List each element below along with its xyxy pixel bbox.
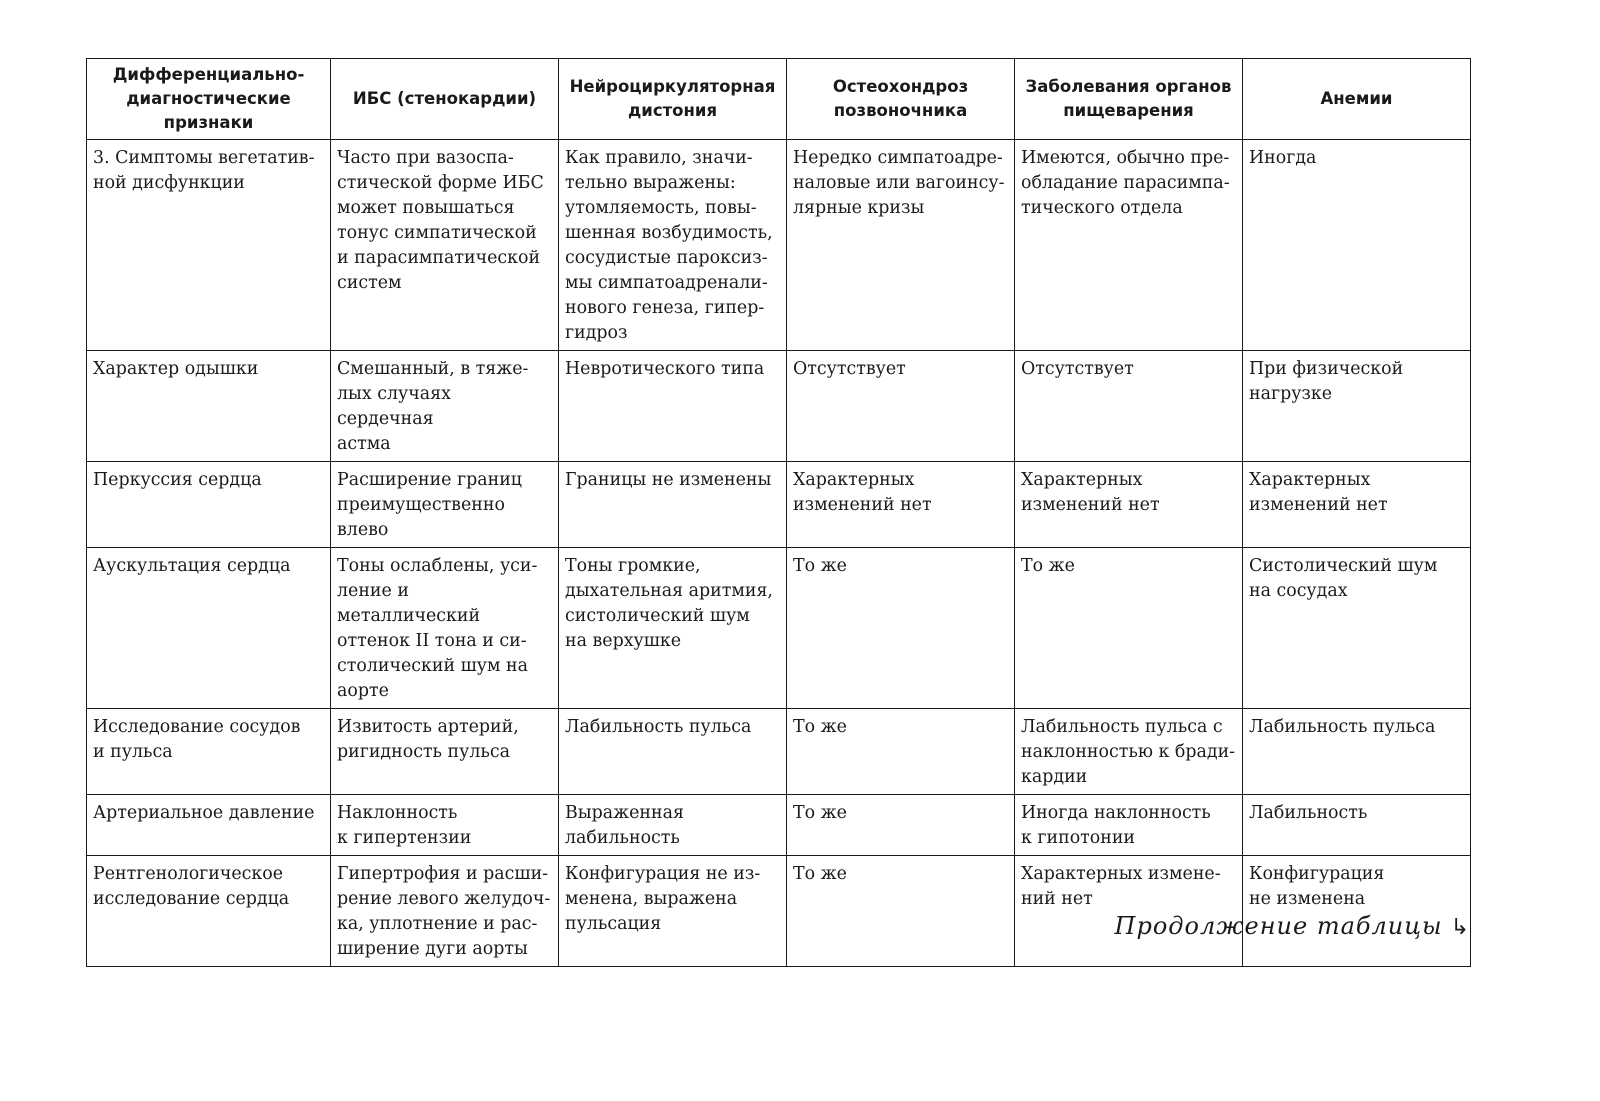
differential-diagnosis-table (86, 58, 1471, 967)
table-cell: То же (787, 856, 1015, 967)
table-cell: Границы не изменены (559, 462, 787, 548)
table-cell: То же (787, 709, 1015, 795)
table-cell: Характер одышки (87, 351, 331, 462)
table-cell: Отсутствует (1015, 351, 1243, 462)
table-cell: Артериальное давление (87, 795, 331, 856)
table-cell: Характерных изменений нет (1015, 462, 1243, 548)
table-row (87, 548, 1471, 709)
header-cell-anemia: Анемии (1243, 59, 1471, 140)
table-cell: Иногда наклонность к гипотонии (1015, 795, 1243, 856)
table-cell: То же (787, 795, 1015, 856)
table-cell: Отсутствует (787, 351, 1015, 462)
table-cell: Конфигурация не из- менена, выражена пульсация (559, 856, 787, 967)
table-cell: Имеются, обычно пре- обладание парасимпа- тического отдела (1015, 140, 1243, 351)
table-cell: Как правило, значи- тельно выражены: утомляемость, повы- шенная возбудимость, сосудистые пароксиз- мы симпатоадренали- нового генеза, гипер- гидроз (559, 140, 787, 351)
table-cell: То же (787, 548, 1015, 709)
table-row (87, 462, 1471, 548)
table-cell: Характерных изменений нет (787, 462, 1015, 548)
table-cell: Невротического типа (559, 351, 787, 462)
table-cell: Смешанный, в тяже- лых случаях сердечная астма (331, 351, 559, 462)
table-cell: Лабильность пульса (559, 709, 787, 795)
table-cell: Исследование сосудов и пульса (87, 709, 331, 795)
table-cell: Наклонность к гипертензии (331, 795, 559, 856)
table-cell: Систолический шум на сосудах (1243, 548, 1471, 709)
table-row (87, 140, 1471, 351)
table-row (87, 795, 1471, 856)
header-cell-digestive: Заболевания органов пищеварения (1015, 59, 1243, 140)
header-cell-ibs: ИБС (стенокардии) (331, 59, 559, 140)
table-row (87, 856, 1471, 967)
table-row (87, 351, 1471, 462)
table-cell: Расширение границ преимущественно влево (331, 462, 559, 548)
table-cell: При физической нагрузке (1243, 351, 1471, 462)
table-cell: Нередко симпатоадре- наловые или вагоинсу- лярные кризы (787, 140, 1015, 351)
header-cell-osteochondrosis: Остеохондроз позвоночника (787, 59, 1015, 140)
table-cell: Характерных изменений нет (1243, 462, 1471, 548)
table-cell: Аускультация сердца (87, 548, 331, 709)
header-cell-criteria: Дифференциально- диагностические признаки (87, 59, 331, 140)
return-arrow-icon: ↳ (1450, 915, 1470, 940)
table-header-row (87, 59, 1471, 140)
table-cell: То же (1015, 548, 1243, 709)
table-continuation-note (1115, 912, 1470, 940)
table-cell: Перкуссия сердца (87, 462, 331, 548)
table-cell: Лабильность пульса с наклонностью к бради- кардии (1015, 709, 1243, 795)
table-cell: Гипертрофия и расши- рение левого желудоч- ка, уплотнение и рас- ширение дуги аорты (331, 856, 559, 967)
table-cell: 3. Симптомы вегетатив- ной дисфункции (87, 140, 331, 351)
table-cell: Лабильность пульса (1243, 709, 1471, 795)
table-cell: Лабильность (1243, 795, 1471, 856)
table-row (87, 709, 1471, 795)
header-cell-ncd: Нейроциркуляторная дистония (559, 59, 787, 140)
continuation-text: Продолжение таблицы (1114, 912, 1443, 940)
table-cell: Рентгенологическое исследование сердца (87, 856, 331, 967)
table-cell: Выраженная лабильность (559, 795, 787, 856)
table-cell: Конфигурация не изменена (1243, 856, 1471, 967)
table-cell: Характерных измене- ний нет (1015, 856, 1243, 967)
table-cell: Иногда (1243, 140, 1471, 351)
table-cell: Тоны ослаблены, уси- ление и металлический оттенок II тона и си- столический шум на аорте (331, 548, 559, 709)
table-cell: Тоны громкие, дыхательная аритмия, систолический шум на верхушке (559, 548, 787, 709)
table-cell: Извитость артерий, ригидность пульса (331, 709, 559, 795)
table-cell: Часто при вазоспа- стической форме ИБС может повышаться тонус симпатической и парасимпатической систем (331, 140, 559, 351)
